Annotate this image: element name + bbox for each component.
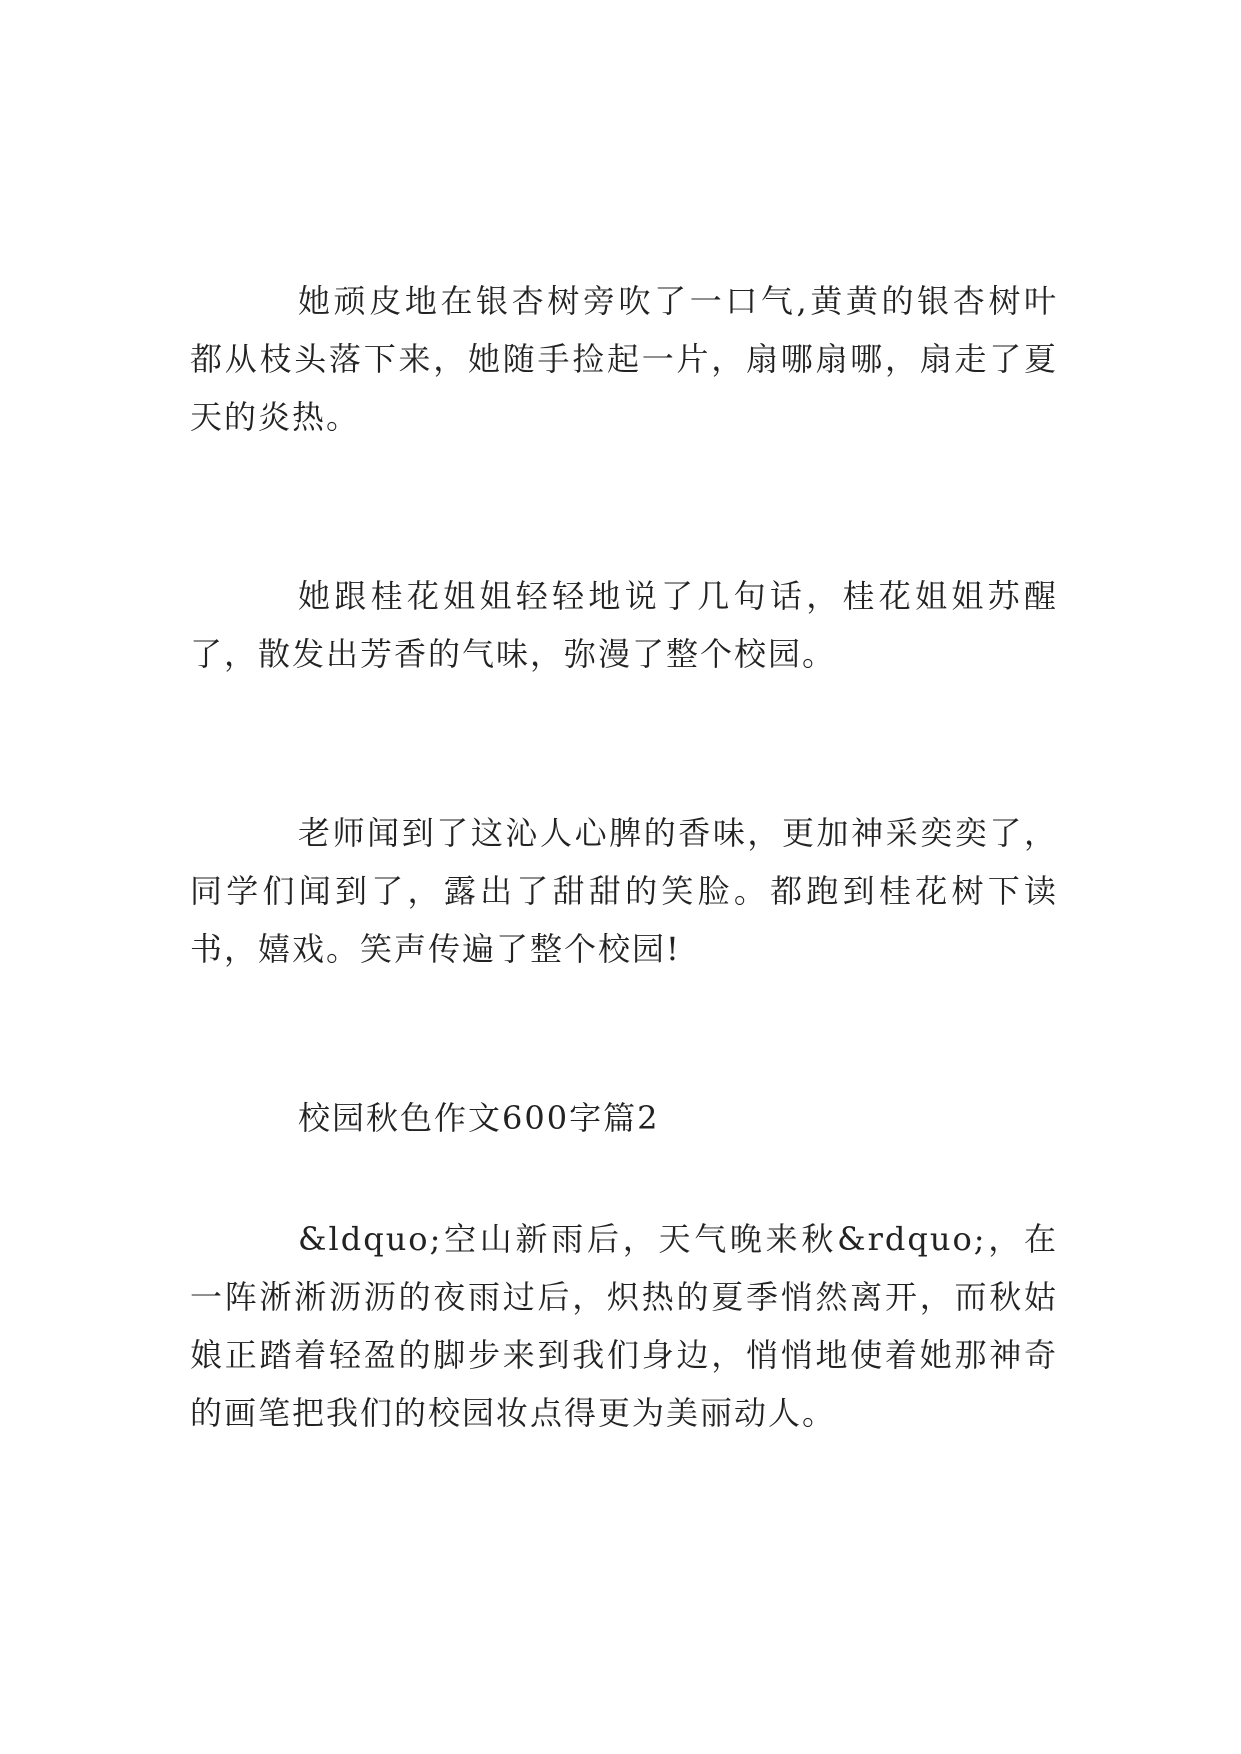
paragraph-teacher-students: 老师闻到了这沁人心脾的香味，更加神采奕奕了，同学们闻到了，露出了甜甜的笑脸。都跑到桂花树下读书，嬉戏。笑声传遍了整个校园! bbox=[190, 814, 1058, 968]
section-heading: 校园秋色作文600字篇2 bbox=[298, 1099, 660, 1137]
paragraph-osmanthus: 她跟桂花姐姐轻轻地说了几句话，桂花姐姐苏醒了，散发出芳香的气味，弥漫了整个校园。 bbox=[190, 577, 1058, 673]
paragraph-ginkgo: 她顽皮地在银杏树旁吹了一口气,黄黄的银杏树叶都从枝头落下来，她随手捡起一片，扇哪扇哪，扇走了夏天的炎热。 bbox=[190, 282, 1058, 436]
paragraph-autumn-rain: &ldquo;空山新雨后，天气晚来秋&rdquo;，在一阵淅淅沥沥的夜雨过后，炽热的夏季悄然离开，而秋姑娘正踏着轻盈的脚步来到我们身边，悄悄地使着她那神奇的画笔把我们的校园妆点得更为美丽动人。 bbox=[190, 1220, 1058, 1432]
